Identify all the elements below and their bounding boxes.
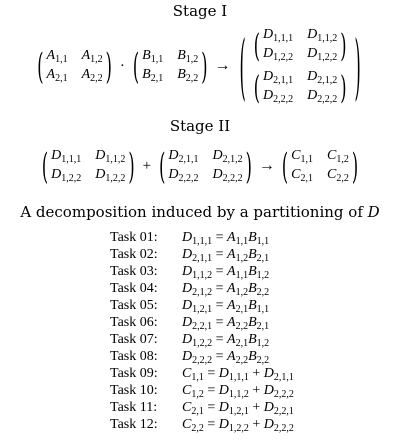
formula-subscript: 1,1 <box>235 269 249 281</box>
entry-subscript: 2,2,2 <box>317 94 338 105</box>
entry-subscript: 2,2 <box>90 73 103 84</box>
entry-subscript: 1,2,2 <box>61 173 82 184</box>
entry-variable: B <box>142 67 151 82</box>
matrix-entry <box>263 88 293 105</box>
entry-subscript: 2,1,2 <box>222 154 243 165</box>
left-paren: ( <box>41 144 49 188</box>
entry-subscript: 1,2,2 <box>317 52 338 63</box>
outer-left-paren: ( <box>239 23 246 109</box>
task-formula <box>182 349 269 366</box>
matrix-entry <box>327 167 349 184</box>
formula-subscript: 2,2 <box>256 354 270 366</box>
formula-variable: B <box>248 331 257 347</box>
entry-variable: D <box>307 88 318 103</box>
entry-subscript: 2,1,1 <box>273 75 294 86</box>
right-paren: ) <box>105 44 112 88</box>
formula-operator: = <box>212 280 228 296</box>
formula-variable: D <box>182 280 193 296</box>
matrix-d1-grid <box>51 148 125 184</box>
formula-variable: D <box>182 331 193 347</box>
task-row <box>110 264 294 280</box>
formula-subscript: 1,1,2 <box>192 269 213 281</box>
formula-subscript: 2,2 <box>256 286 270 298</box>
task-formula <box>182 332 269 349</box>
entry-variable: C <box>291 148 301 163</box>
stage-1-title: Stage I <box>172 2 228 20</box>
formula-subscript: 2,2,2 <box>273 388 294 400</box>
formula-subscript: 1,2 <box>191 388 204 400</box>
formula-variable: D <box>218 365 229 381</box>
task-label: Task 05: <box>110 298 158 313</box>
formula-variable: C <box>182 416 192 432</box>
matrix-a <box>34 44 115 88</box>
matrix-entry <box>47 48 68 65</box>
left-paren: ( <box>253 26 260 64</box>
task-formula <box>182 383 294 400</box>
formula-variable: D <box>263 365 274 381</box>
task-row <box>110 400 294 416</box>
entry-subscript: 2,2,2 <box>273 94 294 105</box>
entry-subscript: 1,2 <box>336 154 349 165</box>
task-label: Task 07: <box>110 332 158 347</box>
formula-subscript: 1,2 <box>256 269 270 281</box>
formula-operator: = <box>212 348 228 364</box>
task-label: Task 10: <box>110 383 158 398</box>
entry-variable: D <box>212 148 223 163</box>
formula-variable: D <box>263 382 274 398</box>
formula-subscript: 2,1 <box>235 337 249 349</box>
matrix-entry <box>307 27 337 44</box>
left-paren: ( <box>37 44 44 88</box>
task-formula <box>182 298 269 315</box>
formula-variable: C <box>182 399 192 415</box>
entry-variable: D <box>51 148 62 163</box>
entry-variable: C <box>291 167 301 182</box>
formula-variable: A <box>227 348 236 364</box>
entry-variable: D <box>307 46 318 61</box>
task-formula <box>182 400 294 417</box>
formula-variable: D <box>263 416 274 432</box>
entry-subscript: 1,2,2 <box>273 52 294 63</box>
entry-variable: B <box>142 48 151 63</box>
formula-variable: C <box>182 382 192 398</box>
matrix-entry <box>213 148 243 165</box>
formula-subscript: 1,2,1 <box>228 405 249 417</box>
matrix-entry <box>47 67 68 84</box>
formula-variable: B <box>248 280 257 296</box>
formula-subscript: 1,2,2 <box>192 337 213 349</box>
entry-variable: D <box>212 167 223 182</box>
formula-variable: B <box>248 246 257 262</box>
formula-operator: = <box>203 399 219 415</box>
formula-subscript: 1,2,1 <box>192 303 213 315</box>
task-label: Task 03: <box>110 264 158 279</box>
matrix-entry <box>177 67 198 84</box>
task-label: Task 09: <box>110 366 158 381</box>
formula-variable: D <box>218 416 229 432</box>
formula-subscript: 1,1,1 <box>228 371 249 383</box>
outer-right-paren: ) <box>354 23 361 109</box>
matrix-entry <box>95 148 125 165</box>
entry-variable: D <box>95 148 106 163</box>
formula-subscript: 2,1,2 <box>192 286 213 298</box>
entry-variable: B <box>177 48 186 63</box>
task-formula <box>182 247 269 264</box>
entry-subscript: 2,1,1 <box>178 154 199 165</box>
formula-variable: D <box>182 314 193 330</box>
heading-variable: D <box>367 203 380 221</box>
matrix-c <box>279 144 361 188</box>
task-row <box>110 383 294 399</box>
formula-subscript: 2,1,1 <box>273 371 294 383</box>
formula-subscript: 2,2 <box>191 422 204 434</box>
formula-variable: A <box>227 229 236 245</box>
formula-subscript: 2,1 <box>256 252 270 264</box>
entry-subscript: 1,1,1 <box>273 33 294 44</box>
matrix-a-grid <box>47 48 103 84</box>
matrix-entry <box>142 48 163 65</box>
matrix-entry <box>177 48 198 65</box>
right-paren: ) <box>340 26 347 64</box>
task-row <box>110 230 294 246</box>
entry-variable: A <box>81 67 91 82</box>
formula-operator: + <box>248 416 264 432</box>
formula-subscript: 2,1 <box>235 303 249 315</box>
arrow: → <box>214 57 231 74</box>
entry-variable: D <box>95 167 106 182</box>
right-paren: ) <box>128 144 135 188</box>
formula-subscript: 1,1,2 <box>228 388 249 400</box>
formula-variable: D <box>218 399 229 415</box>
matrix-entry <box>307 88 337 105</box>
entry-subscript: 1,1,2 <box>317 33 338 44</box>
formula-variable: A <box>227 314 236 330</box>
entry-subscript: 2,2 <box>185 73 199 84</box>
entry-variable: D <box>168 167 179 182</box>
matrix-d1 <box>251 27 350 63</box>
left-paren: ( <box>253 68 260 106</box>
right-paren: ) <box>351 144 359 188</box>
entry-variable: D <box>307 27 318 42</box>
matrix-entry <box>82 48 103 65</box>
matrix-c-grid <box>291 148 349 184</box>
task-label: Task 02: <box>110 247 158 262</box>
decomposition-heading <box>0 203 400 221</box>
formula-subscript: 2,2,2 <box>192 354 213 366</box>
entry-subscript: 1,2,2 <box>105 173 126 184</box>
matrix-entry <box>291 148 313 165</box>
entry-subscript: 1,1 <box>150 54 164 65</box>
task-formula <box>182 264 269 281</box>
formula-subscript: 1,2,2 <box>228 422 249 434</box>
entry-variable: D <box>263 88 274 103</box>
formula-subscript: 2,2,2 <box>273 422 294 434</box>
entry-variable: D <box>263 27 274 42</box>
formula-operator: = <box>212 246 228 262</box>
entry-variable: A <box>46 67 56 82</box>
formula-operator: + <box>248 382 264 398</box>
formula-subscript: 2,1 <box>191 405 204 417</box>
heading-text: A decomposition induced by a partitioning of <box>20 203 368 221</box>
formula-operator: = <box>212 314 228 330</box>
entry-subscript: 1,1,2 <box>105 154 126 165</box>
matrix-d-stack <box>251 27 350 105</box>
formula-subscript: 1,1 <box>256 235 270 247</box>
entry-variable: B <box>177 67 186 82</box>
entry-variable: C <box>326 148 337 163</box>
matrix-d2-grid <box>168 148 242 184</box>
formula-variable: D <box>263 399 274 415</box>
entry-variable: D <box>51 167 62 182</box>
matrix-entry <box>142 67 163 84</box>
formula-operator: + <box>248 399 264 415</box>
task-row <box>110 247 294 263</box>
formula-subscript: 1,2 <box>235 252 249 264</box>
entry-subscript: 2,1,2 <box>317 75 338 86</box>
matrix-d2 <box>156 144 255 188</box>
matrix-d1 <box>39 144 138 188</box>
entry-subscript: 2,1 <box>55 73 68 84</box>
task-label: Task 12: <box>110 417 158 432</box>
right-paren: ) <box>340 68 347 106</box>
task-formula <box>182 315 269 332</box>
right-paren: ) <box>201 44 208 88</box>
formula-subscript: 1,2 <box>256 337 270 349</box>
entry-subscript: 2,2 <box>336 173 349 184</box>
formula-variable: D <box>182 229 193 245</box>
task-row <box>110 281 294 297</box>
matrix-d2 <box>251 69 350 105</box>
matrix-entry <box>168 148 198 165</box>
matrix-d1-grid <box>263 27 337 63</box>
stage-2-equation <box>0 142 400 190</box>
task-row <box>110 315 294 331</box>
formula-variable: A <box>227 246 236 262</box>
task-label: Task 11: <box>110 400 158 415</box>
entry-variable: A <box>46 48 56 63</box>
entry-subscript: 2,1 <box>300 173 313 184</box>
formula-variable: D <box>182 263 193 279</box>
formula-operator: = <box>212 331 228 347</box>
plus-sign: + <box>142 157 152 174</box>
formula-subscript: 1,1,1 <box>192 235 213 247</box>
matrix-entry <box>82 67 103 84</box>
task-row <box>110 332 294 348</box>
left-paren: ( <box>159 144 166 188</box>
matrix-entry <box>168 167 198 184</box>
formula-variable: A <box>227 280 236 296</box>
formula-variable: A <box>227 263 236 279</box>
formula-variable: A <box>227 297 236 313</box>
formula-subscript: 2,2,1 <box>273 405 294 417</box>
matrix-entry <box>307 69 337 86</box>
matrix-b-grid <box>142 48 198 84</box>
entry-subscript: 1,1 <box>300 154 313 165</box>
task-formula <box>182 417 294 434</box>
formula-operator: = <box>203 382 219 398</box>
formula-variable: D <box>182 348 193 364</box>
task-list <box>110 230 294 434</box>
matrix-entry <box>51 167 81 184</box>
task-formula <box>182 366 294 383</box>
formula-variable: B <box>248 297 257 313</box>
task-row <box>110 349 294 365</box>
task-formula <box>182 281 269 298</box>
task-row <box>110 298 294 314</box>
matrix-entry <box>263 46 293 63</box>
formula-variable: D <box>182 297 193 313</box>
entry-subscript: 1,2 <box>185 54 199 65</box>
formula-operator: = <box>212 297 228 313</box>
formula-variable: B <box>248 263 257 279</box>
task-label: Task 06: <box>110 315 158 330</box>
matrix-entry <box>263 69 293 86</box>
formula-operator: = <box>203 416 219 432</box>
formula-subscript: 2,1 <box>256 320 270 332</box>
matrix-d-block <box>235 23 366 109</box>
stage-1-equation <box>0 23 400 109</box>
entry-subscript: 1,1,1 <box>61 154 82 165</box>
formula-subscript: 1,1 <box>235 235 249 247</box>
arrow: → <box>258 157 275 174</box>
task-label: Task 01: <box>110 230 158 245</box>
task-row <box>110 366 294 382</box>
stage-2-title: Stage II <box>169 117 231 135</box>
matrix-entry <box>307 46 337 63</box>
entry-variable: C <box>326 167 337 182</box>
left-paren: ( <box>132 44 140 88</box>
formula-subscript: 2,2,1 <box>192 320 213 332</box>
formula-variable: D <box>218 382 229 398</box>
task-label: Task 08: <box>110 349 158 364</box>
matrix-entry <box>327 148 349 165</box>
formula-operator: + <box>248 365 264 381</box>
matrix-entry <box>213 167 243 184</box>
formula-variable: D <box>182 246 193 262</box>
entry-variable: D <box>307 69 318 84</box>
formula-variable: B <box>248 348 257 364</box>
matrix-entry <box>263 27 293 44</box>
task-label: Task 04: <box>110 281 158 296</box>
formula-subscript: 2,2 <box>235 354 249 366</box>
matrix-entry <box>51 148 81 165</box>
entry-variable: A <box>81 48 91 63</box>
formula-variable: B <box>248 314 257 330</box>
formula-subscript: 2,1,1 <box>192 252 213 264</box>
entry-variable: D <box>263 46 274 61</box>
left-paren: ( <box>281 144 289 188</box>
entry-subscript: 2,2,2 <box>222 173 243 184</box>
entry-subscript: 1,1 <box>55 54 68 65</box>
matrix-d2-grid <box>263 69 337 105</box>
formula-subscript: 1,1 <box>256 303 270 315</box>
task-formula <box>182 230 269 247</box>
formula-variable: C <box>182 365 192 381</box>
entry-subscript: 2,2,2 <box>178 173 199 184</box>
formula-subscript: 1,2 <box>235 286 249 298</box>
matrix-b <box>130 44 211 88</box>
formula-variable: A <box>227 331 236 347</box>
formula-subscript: 2,2 <box>235 320 249 332</box>
right-paren: ) <box>245 144 252 188</box>
entry-variable: D <box>168 148 179 163</box>
matrix-entry <box>95 167 125 184</box>
entry-subscript: 2,1 <box>150 73 164 84</box>
entry-variable: D <box>263 69 274 84</box>
formula-operator: = <box>203 365 219 381</box>
formula-subscript: 1,1 <box>191 371 204 383</box>
formula-operator: = <box>212 229 228 245</box>
formula-variable: B <box>248 229 257 245</box>
entry-subscript: 1,2 <box>90 54 103 65</box>
matrix-entry <box>291 167 313 184</box>
multiply-dot: · <box>119 57 125 74</box>
task-row <box>110 417 294 433</box>
formula-operator: = <box>212 263 228 279</box>
